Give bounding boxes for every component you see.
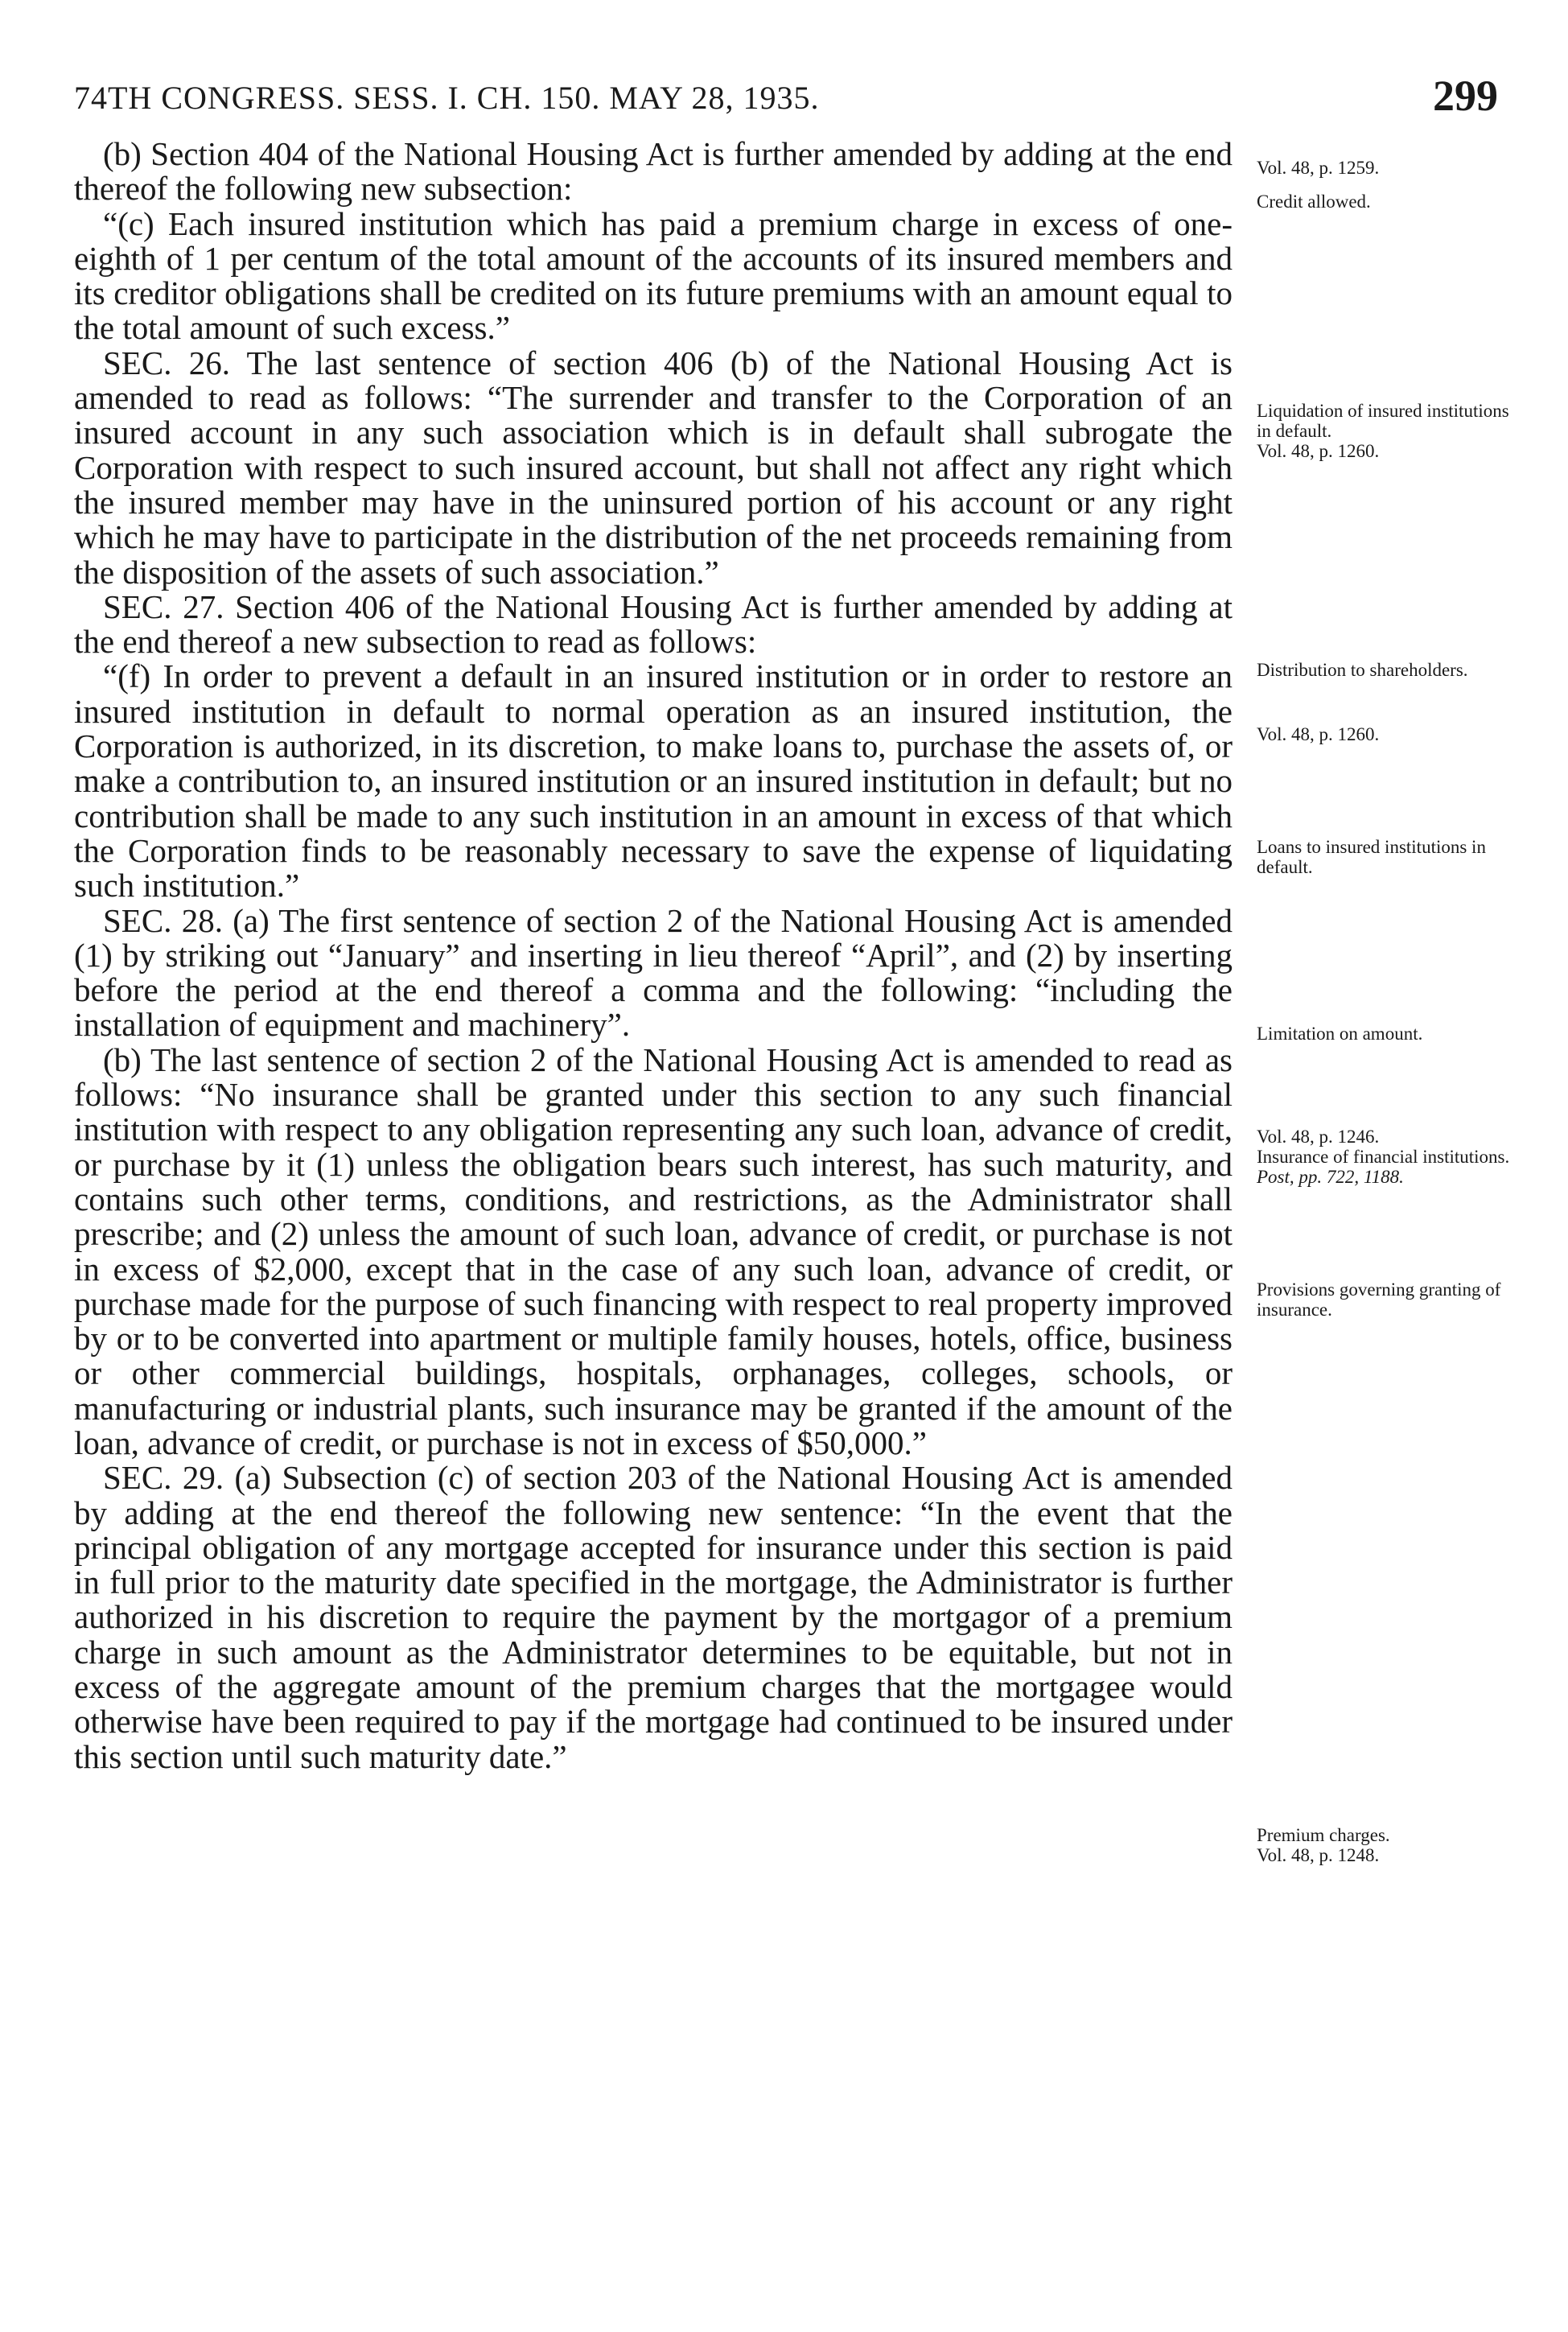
margin-note-credit-allowed bbox=[1257, 192, 1522, 212]
margin-note-limitation bbox=[1257, 1024, 1522, 1044]
margin-note-text: Limitation on amount. bbox=[1257, 1024, 1423, 1044]
margin-note-text: Loans to insured institutions in default. bbox=[1257, 837, 1486, 877]
margin-note-distribution bbox=[1257, 660, 1522, 680]
paragraph-sec28a: SEC. 28. (a) The first sentence of section 2 of the National Housing Act is amended (1) by striking out “January” and inserting in lieu thereof “April”, and (2) by inserting before the period at the end thereof a comma and the following: “including the installation of equipment and machinery”. bbox=[74, 901, 1233, 1044]
margin-note-text: Post, pp. 722, 1188. bbox=[1257, 1167, 1404, 1187]
margin-note-text: Premium charges. bbox=[1257, 1825, 1390, 1845]
margin-note-insurance bbox=[1257, 1127, 1522, 1187]
body-text bbox=[74, 137, 1233, 1774]
margin-note-text: Vol. 48, p. 1246. bbox=[1257, 1127, 1380, 1147]
margin-note-text: Insurance of financial institutions. bbox=[1257, 1147, 1510, 1167]
margin-note-vol48-p1259 bbox=[1257, 158, 1522, 178]
margin-note-provisions bbox=[1257, 1279, 1522, 1320]
margin-note-text: Liquidation of insured institutions in default. bbox=[1257, 401, 1509, 441]
paragraph-sec25b: (b) Section 404 of the National Housing Act is further amended by adding at the end thereof the following new subsection: bbox=[74, 135, 1233, 208]
margin-note-loans bbox=[1257, 837, 1522, 877]
margin-note-text: Vol. 48, p. 1260. bbox=[1257, 441, 1380, 461]
paragraph-subsection-c: “(c) Each insured institution which has paid a premium charge in excess of one-eighth of 1 per centum of the total amount of the accounts of its insured members and its creditor obligations shall be credited on its future premiums with an amount equal to the total amount of such excess.” bbox=[74, 204, 1233, 347]
paragraph-subsection-f: “(f) In order to prevent a default in an insured institution or in order to restore an insured institution in default to normal operation as an insured institution, the Corporation is authorized, in its discretion, to make loans to, purchase the assets of, or make a contribution to, an insured institution or an insured institution in default; but no contribution shall be made to any such institution in an amount in excess of that which the Corporation finds to be reasonably necessary to save the expense of liquidating such institution.” bbox=[74, 657, 1233, 904]
margin-note-text: Provisions governing granting of insurance. bbox=[1257, 1279, 1501, 1320]
margin-note-text: Vol. 48, p. 1260. bbox=[1257, 724, 1380, 744]
page-number: 299 bbox=[1433, 72, 1498, 120]
paragraph-sec26: SEC. 26. The last sentence of section 406 (b) of the National Housing Act is amended to read as follows: “The surrender and transfer to the Corporation of an insured account in any such association which is in default shall subrogate the Corporation with respect to such insured account, but shall not affect any right which the insured member may have in the uninsured portion of his account or any right which he may have to participate in the distribution of the net proceeds remaining from the disposition of the assets of such association.” bbox=[74, 344, 1233, 591]
margin-note-text: Credit allowed. bbox=[1257, 192, 1371, 212]
margin-note-text: Distribution to shareholders. bbox=[1257, 660, 1468, 680]
margin-note-text: Vol. 48, p. 1259. bbox=[1257, 158, 1380, 178]
margin-note-text: Vol. 48, p. 1248. bbox=[1257, 1845, 1380, 1865]
paragraph-sec29a: SEC. 29. (a) Subsection (c) of section 203 of the National Housing Act is amended by adding at the end thereof the following new sentence: “In the event that the principal obligation of any mortgage accepted for insurance under this section is paid in full prior to the maturity date specified in the mortgage, the Administrator is further authorized in his discretion to require the payment by the mortgagor of a premium charge in such amount as the Administrator determines to be equitable, but not in excess of the aggregate amount of the premium charges that the mortgagee would otherwise have been required to pay if the mortgage had continued to be insured under this section until such maturity date.” bbox=[74, 1459, 1233, 1775]
paragraph-sec27: SEC. 27. Section 406 of the National Housing Act is further amended by adding at the end thereof a new subsection to read as follows: bbox=[74, 587, 1233, 661]
margin-note-premium-charges bbox=[1257, 1825, 1522, 1865]
running-head: 74TH CONGRESS. SESS. I. CH. 150. MAY 28, 1935. bbox=[74, 80, 820, 116]
margin-note-liquidation bbox=[1257, 401, 1522, 461]
margin-note-vol48-p1260 bbox=[1257, 724, 1522, 744]
paragraph-sec28b: (b) The last sentence of section 2 of the National Housing Act is amended to read as follows: “No insurance shall be granted under this section to any such financial institution with respect to any obligation representing any such loan, advance of credit, or purchase by it (1) unless the obligation bears such interest, has such maturity, and contains such other terms, conditions, and restrictions, as the Administrator shall prescribe; and (2) unless the amount of such loan, advance of credit, or purchase is not in excess of $2,000, except that in the case of any such loan, advance of credit, or purchase made for the purpose of such financing with respect to real property improved by or to be converted into apartment or multiple family houses, hotels, office, business or other commercial buildings, hospitals, orphanages, colleges, schools, or manufacturing or industrial plants, such insurance may be granted if the amount of the loan, advance of credit, or purchase is not in excess of $50,000.” bbox=[74, 1040, 1233, 1461]
